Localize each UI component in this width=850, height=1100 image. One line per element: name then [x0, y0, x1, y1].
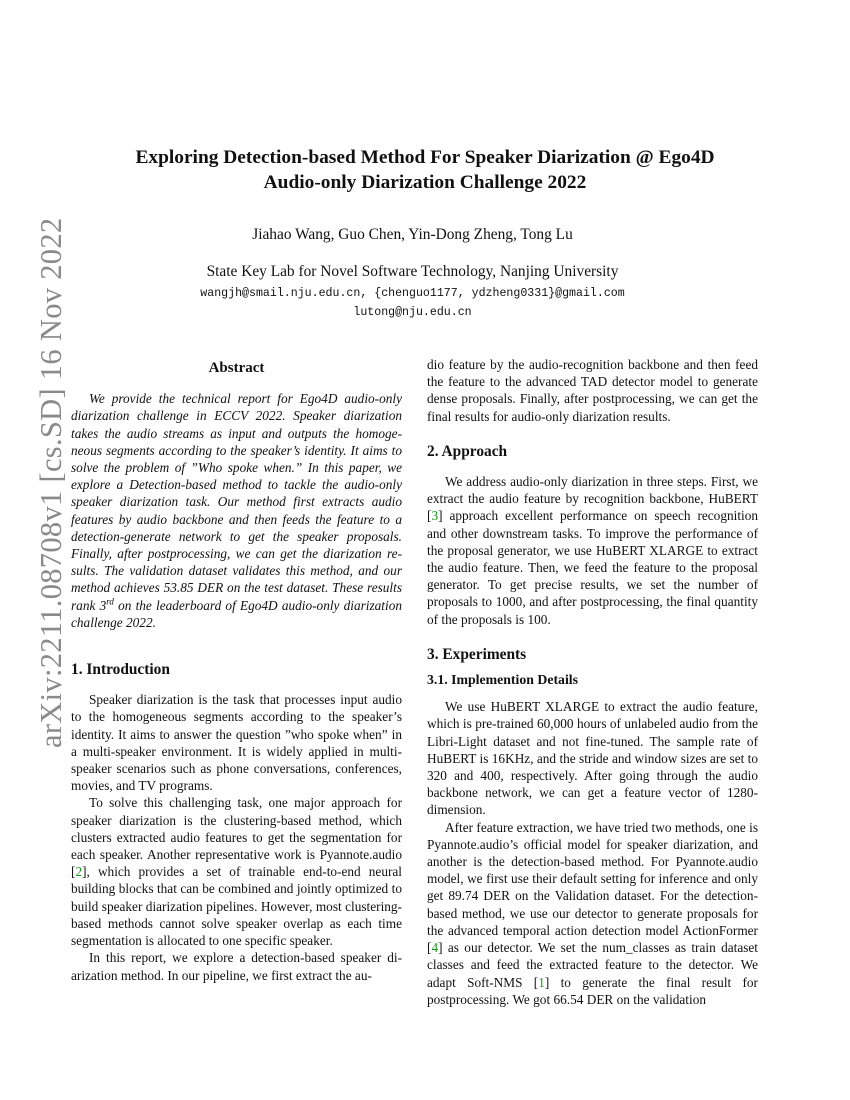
intro-p2-a: To solve this challenging task, one major approach for speaker diarization is the clustering-based method, which clusters extracted audio features to get the segmentation for each speaker. Another representative work is Pyannote.audio [: [71, 795, 402, 880]
citation-link[interactable]: 3: [431, 508, 439, 524]
intro-paragraph-1: Speaker diarization is the task that processes input audio to the homogeneous segments according to the speaker’s identity. It aims to answer the question ”who spoke when” in a multi-speaker environment. It is widely applied in multi-speaker scenarios such as phone conversations, conferences, movies, and TV programs.: [71, 692, 402, 794]
intro-continuation: dio feature by the audio-recognition backbone and then feed the feature to the advanced TAD detector model to generate dense proposals. Finally, after postprocessing, we can get the final results for audio-only diarization results.: [427, 357, 758, 424]
abstract-text-a: We provide the technical report for Ego4D audio-only diarization challenge in ECCV 2022. Speaker diarization takes the audio streams as input and outputs the homogeneous segments according to the speaker’s identity. It aims to solve the problem of ”Who spoke when.” In this paper, we explore a Detection-based method to tackle the audio-only speaker diarization task. Our method first extracts audio features by audio backbone and then feeds the feature to a detection-generate network to get the speaker proposals. Finally, after postprocessing, we can get the diarization results. The validation dataset validates this method, and our method achieves 53.85 DER on the test dataset. These results rank 3: [71, 391, 402, 613]
experiments-paragraph-2: [427, 819, 758, 1008]
exp-p2-b: ] as our detector. We set the num_classes as train dataset classes and feed the extracted feature to the detector. We adapt Soft-NMS [: [427, 940, 758, 990]
approach-p-b: ] approach excellent performance on speech recognition and other downstream tasks. To improve the performance of the proposal generator, we use HuBERT XLARGE to extract the audio feature. Then, we feed the feature to the proposal generator. To get precise results, we set the number of proposals to 1000, and after postprocessing, the final quantity of the proposals is 100.: [427, 508, 758, 627]
intro-paragraph-3: In this report, we explore a detection-based speaker diarization method. In our pipeline, we first extract the au-: [71, 950, 402, 983]
abstract-text-b: on the leaderboard of Ego4D audio-only diarization challenge 2022.: [71, 597, 402, 630]
rank-superscript: rd: [106, 596, 114, 607]
abstract-heading: Abstract: [208, 360, 265, 376]
citation-link[interactable]: 4: [431, 940, 439, 956]
exp-p2-c: ] to generate the final result for postprocessing. We got 66.54 DER on the validation: [427, 974, 758, 1007]
title-line-1: Exploring Detection-based Method For Speaker Diarization @ Ego4D: [135, 147, 715, 168]
approach-p-a: We address audio-only diarization in three steps. First, we extract the audio feature by recognition backbone, HuBERT [: [427, 474, 758, 524]
experiments-heading: 3. Experiments: [427, 645, 527, 663]
citation-link[interactable]: 1: [538, 974, 545, 990]
exp-p2-a: After feature extraction, we have tried two methods, one is Pyannote.audio’s official model for speaker diarization, and another is the detection-based method. For Pyannote.audio model, we first use their default setting for inference and only get 89.74 DER on the Validation dataset. For the detection-based method, we use our detector to generate proposals for the advanced temporal action detection model ActionFormer [: [427, 819, 758, 956]
paper-title: [90, 145, 760, 195]
abstract-text: [71, 390, 402, 631]
intro-p2-b: ], which provides a set of trainable end-to-end neural building blocks that can be combined and jointly optimized to build speaker diarization pipelines. However, most clustering-based methods cannot solve speaker overlap as each time segmentation is allocated to one specific speaker.: [71, 864, 402, 949]
intro-paragraph-2: [71, 794, 402, 949]
affiliation: State Key Lab for Novel Software Technology, Nanjing University: [206, 263, 619, 280]
implementation-subheading: 3.1. Implemention Details: [427, 672, 578, 688]
experiments-paragraph-1: We use HuBERT XLARGE to extract the audio feature, which is pre-trained 60,000 hours of unlabeled audio from the Libri-Light dataset and not fine-tuned. The sample rate of HuBERT is 16KHz, and the stride and window sizes are set to 320 and 400, respectively. After going through the audio backbone network, we can get a feature vector of 1280-dimension.: [427, 699, 758, 818]
approach-heading: 2. Approach: [427, 442, 508, 460]
right-column: [427, 356, 758, 1008]
arxiv-identifier: arXiv:2211.08708v1 [cs.SD] 16 Nov 2022: [34, 217, 68, 748]
title-line-2: Audio-only Diarization Challenge 2022: [263, 172, 587, 193]
author-emails: wangjh@smail.nju.edu.cn, {chenguo1177, ydzheng0331}@gmail.com: [200, 287, 625, 300]
approach-paragraph: [427, 473, 758, 628]
author-list: Jiahao Wang, Guo Chen, Yin-Dong Zheng, Tong Lu: [252, 226, 573, 243]
left-column: [71, 360, 402, 984]
citation-link[interactable]: 2: [75, 864, 83, 880]
introduction-heading: 1. Introduction: [71, 661, 170, 679]
author-email-lutong: lutong@nju.edu.cn: [353, 306, 472, 319]
